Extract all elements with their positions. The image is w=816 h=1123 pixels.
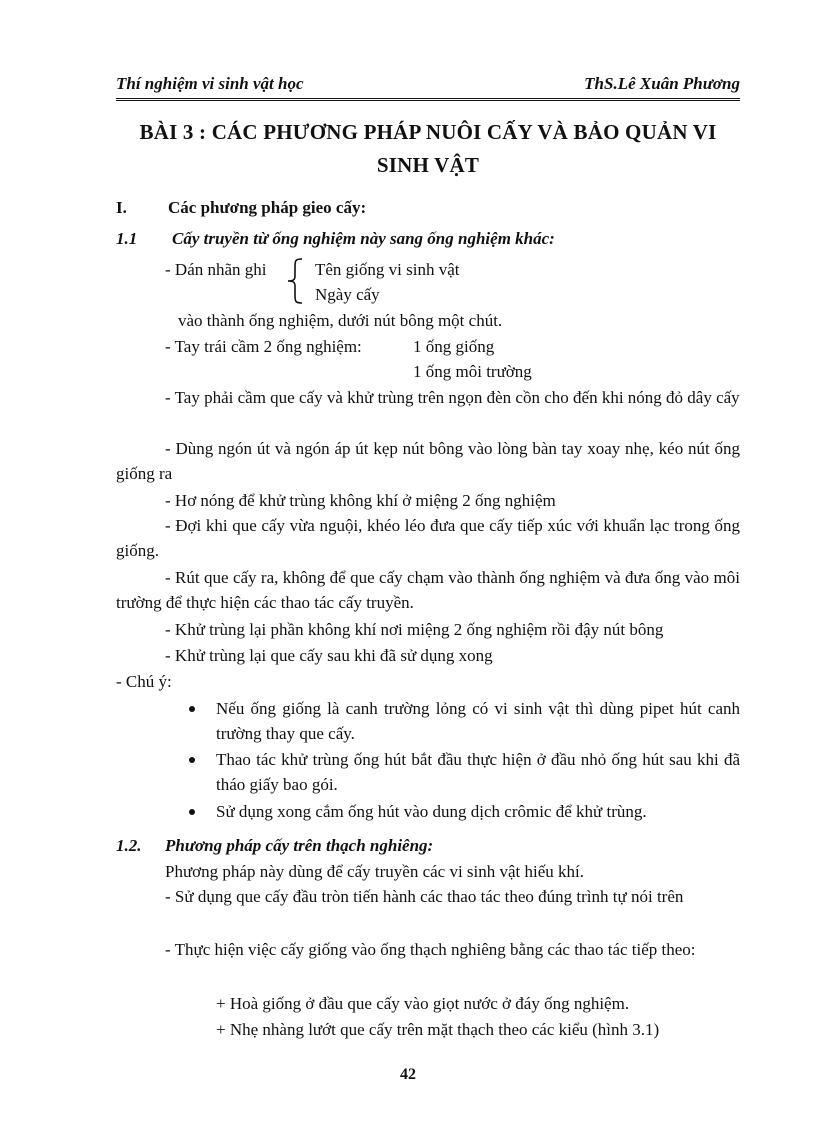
page-number: 42 [400, 1066, 416, 1083]
running-header [116, 74, 740, 96]
section-heading: Các phương pháp gieo cấy: [168, 198, 367, 217]
label-suffix: vào thành ống nghiệm, dưới nút bông một chút. [178, 311, 503, 330]
label-item: Ngày cấy [315, 285, 380, 304]
bullet-icon [189, 809, 195, 815]
note-item: Nếu ống giống là canh trường lỏng có vi sinh vật thì dùng pipet hút canh trường thay que cấy. [216, 699, 740, 743]
step-paragraph: - Đợi khi que cấy vừa nguội, khéo léo đưa que cấy tiếp xúc với khuẩn lạc trong ống giống. [116, 516, 740, 560]
header-book-title: Thí nghiệm vi sinh vật học [116, 74, 304, 93]
body-paragraph: - Sử dụng que cấy đầu tròn tiến hành các thao tác theo đúng trình tự nói trên [165, 887, 684, 906]
subsection-heading: Phương pháp cấy trên thạch nghiêng: [165, 836, 434, 855]
note-label: - Chú ý: [116, 672, 172, 691]
chapter-title [116, 116, 740, 182]
section-number: I. [116, 198, 127, 217]
hold-item: 1 ống giống [413, 337, 495, 356]
step-paragraph: - Khử trùng lại que cấy sau khi đã sử dụng xong [165, 646, 493, 665]
body-paragraph: - Thực hiện việc cấy giống vào ống thạch nghiêng bằng các thao tác tiếp theo: [165, 940, 696, 959]
subsection-number: 1.2. [116, 836, 142, 855]
step-paragraph: - Rút que cấy ra, không để que cấy chạm vào thành ống nghiệm và đưa ống vào môi trường để thực hiện các thao tác cấy truyền. [116, 568, 740, 612]
step-paragraph: - Dùng ngón út và ngón áp út kẹp nút bông vào lòng bàn tay xoay nhẹ, kéo nút ống giống ra [116, 439, 740, 483]
bullet-icon [189, 706, 195, 712]
label-item: Tên giống vi sinh vật [315, 260, 460, 279]
subsection-number: 1.1 [116, 229, 138, 248]
body-paragraph: Phương pháp này dùng để cấy truyền các vi sinh vật hiếu khí. [165, 862, 585, 881]
note-item: Thao tác khử trùng ống hút bắt đầu thực hiện ở đầu nhỏ ống hút sau khi đã tháo giấy bao gói. [216, 750, 740, 794]
step-paragraph: - Khử trùng lại phần không khí nơi miệng 2 ống nghiệm rồi đậy nút bông [165, 620, 664, 639]
chapter-title-line-1: BÀI 3 : CÁC PHƯƠNG PHÁP NUÔI CẤY VÀ BẢO QUẢN VI [139, 120, 717, 144]
curly-brace-icon [284, 257, 306, 305]
chapter-title-line-2: SINH VẬT [376, 153, 480, 177]
substep-item: + Hoà giống ở đầu que cấy vào giọt nước ở đáy ống nghiệm. [216, 994, 630, 1013]
hold-instruction: - Tay trái cầm 2 ống nghiệm: [165, 337, 362, 356]
header-author: ThS.Lê Xuân Phương [584, 74, 740, 93]
subsection-heading: Cấy truyền từ ống nghiệm này sang ống nghiệm khác: [172, 229, 555, 248]
header-rule [116, 98, 740, 101]
note-item: Sử dụng xong cắm ống hút vào dung dịch crômic để khử trùng. [216, 802, 647, 821]
bullet-icon [189, 757, 195, 763]
step-paragraph: - Tay phải cầm que cấy và khử trùng trên ngọn đèn cồn cho đến khi nóng đỏ dây cấy [165, 388, 740, 407]
label-instruction: - Dán nhãn ghi [165, 260, 267, 279]
substep-item: + Nhẹ nhàng lướt que cấy trên mặt thạch theo các kiểu (hình 3.1) [216, 1020, 660, 1039]
hold-item: 1 ống môi trường [413, 362, 532, 381]
step-paragraph: - Hơ nóng để khử trùng không khí ở miệng 2 ống nghiệm [165, 491, 556, 510]
